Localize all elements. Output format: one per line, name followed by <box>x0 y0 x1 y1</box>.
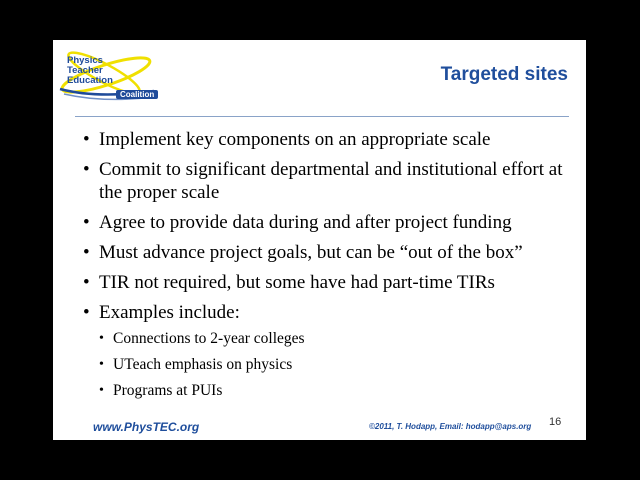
logo-line-physics: Physics <box>67 55 103 66</box>
bullet-list <box>83 128 573 407</box>
logo-line-education: Education <box>67 75 113 86</box>
slide <box>53 40 586 440</box>
sub-bullet-item: • Programs at PUIs <box>99 381 573 400</box>
bullet-item: • TIR not required, but some have had part-time TIRs <box>83 271 573 294</box>
bullet-text: Examples include: <box>99 302 240 323</box>
footer-copyright: ©2011, T. Hodapp, Email: hodapp@aps.org <box>369 422 532 431</box>
sub-bullet-item: • UTeach emphasis on physics <box>99 355 573 374</box>
phystec-logo <box>58 45 168 103</box>
sub-bullet-list <box>99 329 573 400</box>
bullet-item-examples <box>83 301 573 400</box>
logo-line-teacher: Teacher <box>67 65 103 76</box>
slide-title: Targeted sites <box>440 64 568 85</box>
bullet-item: • Implement key components on an appropriate scale <box>83 128 573 151</box>
footer-url: www.PhysTEC.org <box>93 420 200 434</box>
bullet-item: • Agree to provide data during and after project funding <box>83 211 573 234</box>
bullet-item: • Must advance project goals, but can be “out of the box” <box>83 241 573 264</box>
page-number: 16 <box>549 416 562 428</box>
title-divider <box>75 116 569 117</box>
sub-bullet-item: • Connections to 2-year colleges <box>99 329 573 348</box>
bullet-item: • Commit to significant departmental and institutional effort at the proper scale <box>83 158 573 204</box>
logo-coalition-badge: Coalition <box>116 90 158 99</box>
logo-text <box>67 56 113 86</box>
